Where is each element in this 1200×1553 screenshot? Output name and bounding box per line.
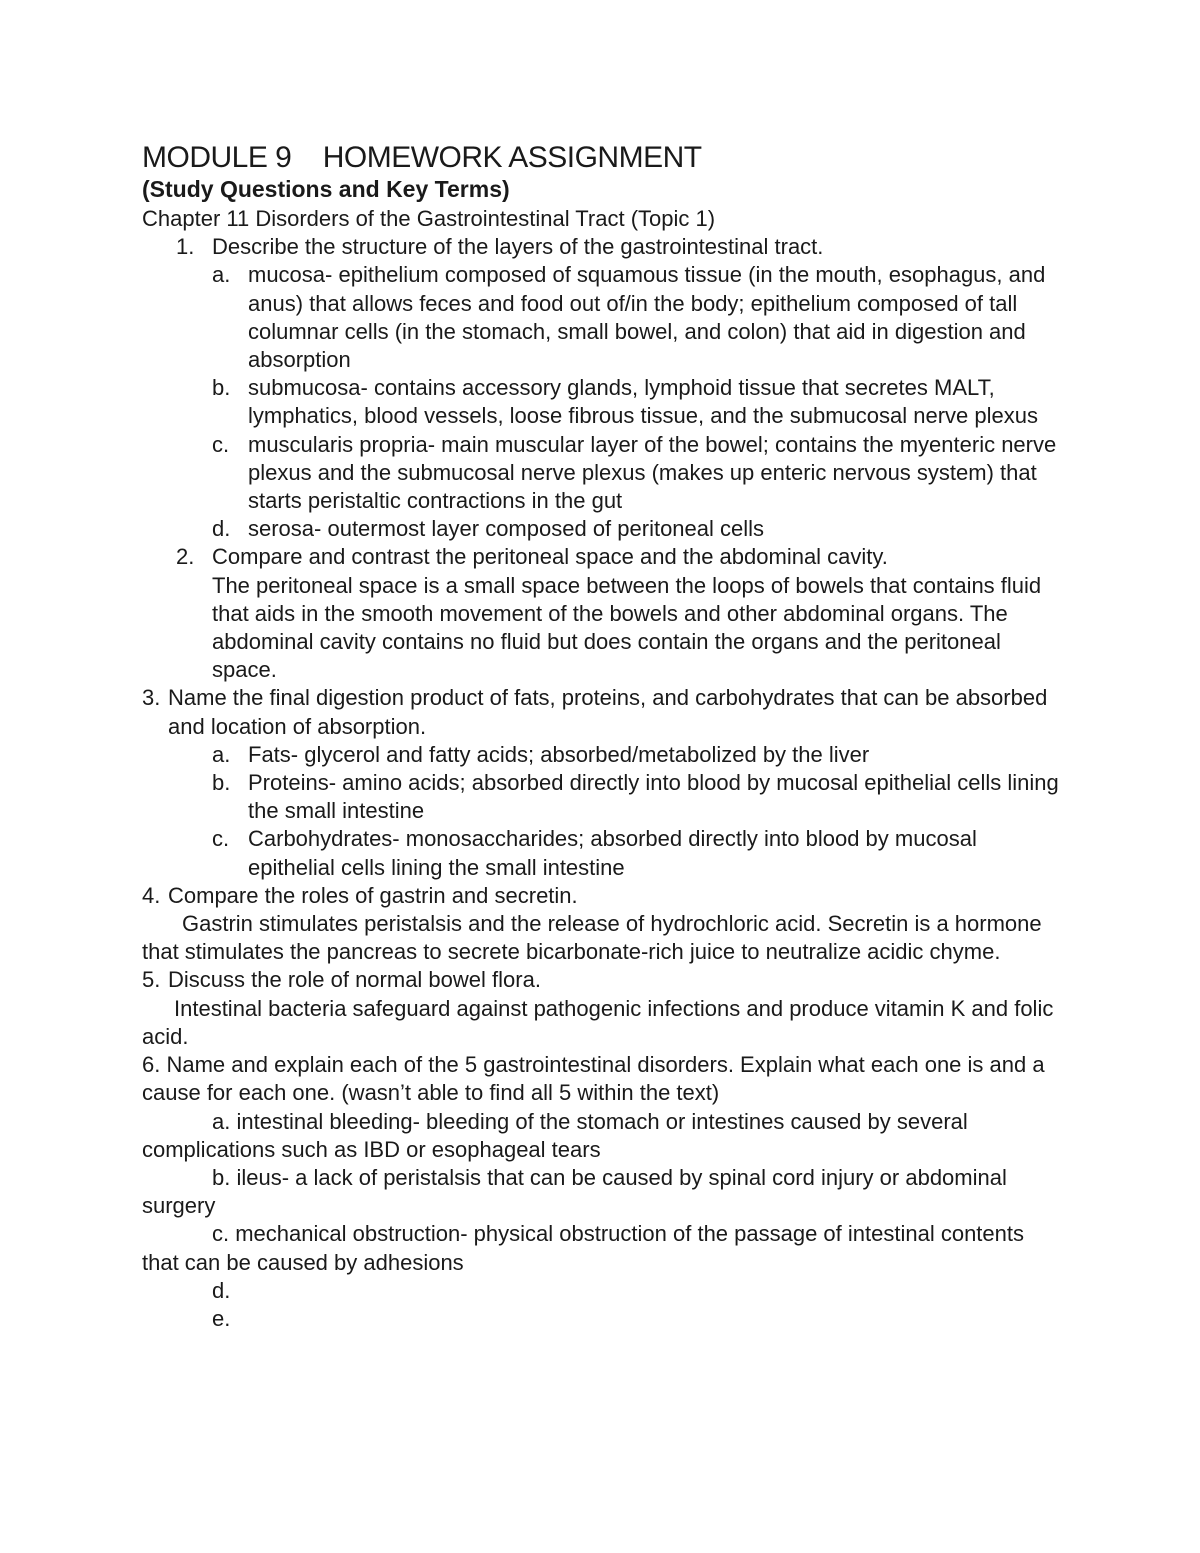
- question-6: [142, 1051, 1062, 1107]
- question-text: Describe the structure of the layers of the gastrointestinal tract.: [212, 234, 824, 260]
- item-text: Carbohydrates- monosaccharides; absorbed directly into blood by mucosal epithelial cells lining the small intestine: [248, 826, 977, 880]
- document-body: [142, 205, 1062, 1333]
- page-subtitle: (Study Questions and Key Terms): [142, 176, 510, 202]
- question-number: 1.: [176, 234, 195, 260]
- item-text: submucosa- contains accessory glands, lymphoid tissue that secretes MALT, lymphatics, blood vessels, loose fibrous tissue, and the submucosal nerve plexus: [248, 375, 1038, 429]
- item-label: c.: [212, 826, 230, 852]
- question-4: [142, 882, 1062, 910]
- item-text: Proteins- amino acids; absorbed directly into blood by mucosal epithelial cells lining the small intestine: [248, 770, 1059, 824]
- list-item: a. intestinal bleeding- bleeding of the stomach or intestines caused by several complications such as IBD or esophageal tears: [142, 1108, 968, 1162]
- list-item: [142, 769, 1062, 825]
- list-item: d.: [212, 1277, 231, 1303]
- question-number: 4.: [142, 882, 161, 908]
- list-item: [142, 515, 1062, 543]
- list-item: [142, 825, 1062, 881]
- question-text: Compare and contrast the peritoneal space and the abdominal cavity.: [212, 544, 888, 570]
- list-item: c. mechanical obstruction- physical obstruction of the passage of intestinal contents that can be caused by adhesions: [142, 1221, 1025, 1275]
- question-number: 6.: [142, 1052, 161, 1078]
- question-5: [142, 966, 1062, 994]
- question-text: Discuss the role of normal bowel flora.: [168, 967, 541, 993]
- question-3: [142, 684, 1062, 740]
- list-item: [142, 741, 1062, 769]
- item-label: c.: [212, 431, 230, 457]
- page-title: MODULE 9 HOMEWORK ASSIGNMENT: [142, 141, 702, 174]
- list-item: [142, 374, 1062, 430]
- item-label: d.: [212, 516, 231, 542]
- answer-text: Gastrin stimulates peristalsis and the release of hydrochloric acid. Secretin is a hormone that stimulates the pancreas to secrete bicarbonate-rich juice to neutralize acidic chyme.: [142, 911, 1042, 965]
- question-text: Name and explain each of the 5 gastrointestinal disorders. Explain what each one is and a cause for each one. (wasn’t able to find all 5 within the text): [142, 1052, 1045, 1106]
- item-label: b.: [212, 770, 231, 796]
- question-text: Name the final digestion product of fats, proteins, and carbohydrates that can be absorbed and location of absorption.: [168, 685, 1048, 739]
- question-number: 5.: [142, 967, 161, 993]
- item-text: mucosa- epithelium composed of squamous tissue (in the mouth, esophagus, and anus) that allows feces and food out of/in the body; epithelium composed of tall columnar cells (in the stomach, small bowel, and colon) that aid in digestion and absorption: [248, 262, 1046, 373]
- item-text: serosa- outermost layer composed of peritoneal cells: [248, 516, 765, 542]
- item-label: b.: [212, 375, 231, 401]
- question-2: [142, 543, 1062, 571]
- answer-text: The peritoneal space is a small space between the loops of bowels that contains fluid that aids in the smooth movement of the bowels and other abdominal organs. The abdominal cavity contains no fluid but does contain the organs and the peritoneal space.: [212, 572, 1042, 683]
- list-item: [142, 431, 1062, 516]
- list-item: b. ileus- a lack of peristalsis that can be caused by spinal cord injury or abdominal surgery: [142, 1164, 1007, 1219]
- item-label: a.: [212, 262, 231, 288]
- question-1: [142, 233, 1062, 261]
- item-text: muscularis propria- main muscular layer of the bowel; contains the myenteric nerve plexus and the submucosal nerve plexus (makes up enteric nervous system) that starts peristaltic contractions in the gut: [248, 431, 1057, 514]
- answer-text: Intestinal bacteria safeguard against pathogenic infections and produce vitamin K and folic acid.: [142, 995, 1054, 1049]
- list-item: [142, 261, 1062, 374]
- item-label: a.: [212, 741, 231, 767]
- question-number: 2.: [176, 544, 195, 570]
- chapter-heading: Chapter 11 Disorders of the Gastrointestinal Tract (Topic 1): [142, 206, 716, 231]
- question-text: Compare the roles of gastrin and secretin.: [168, 882, 578, 908]
- question-number: 3.: [142, 685, 161, 711]
- item-text: Fats- glycerol and fatty acids; absorbed/metabolized by the liver: [248, 741, 870, 767]
- list-item: e.: [212, 1305, 231, 1331]
